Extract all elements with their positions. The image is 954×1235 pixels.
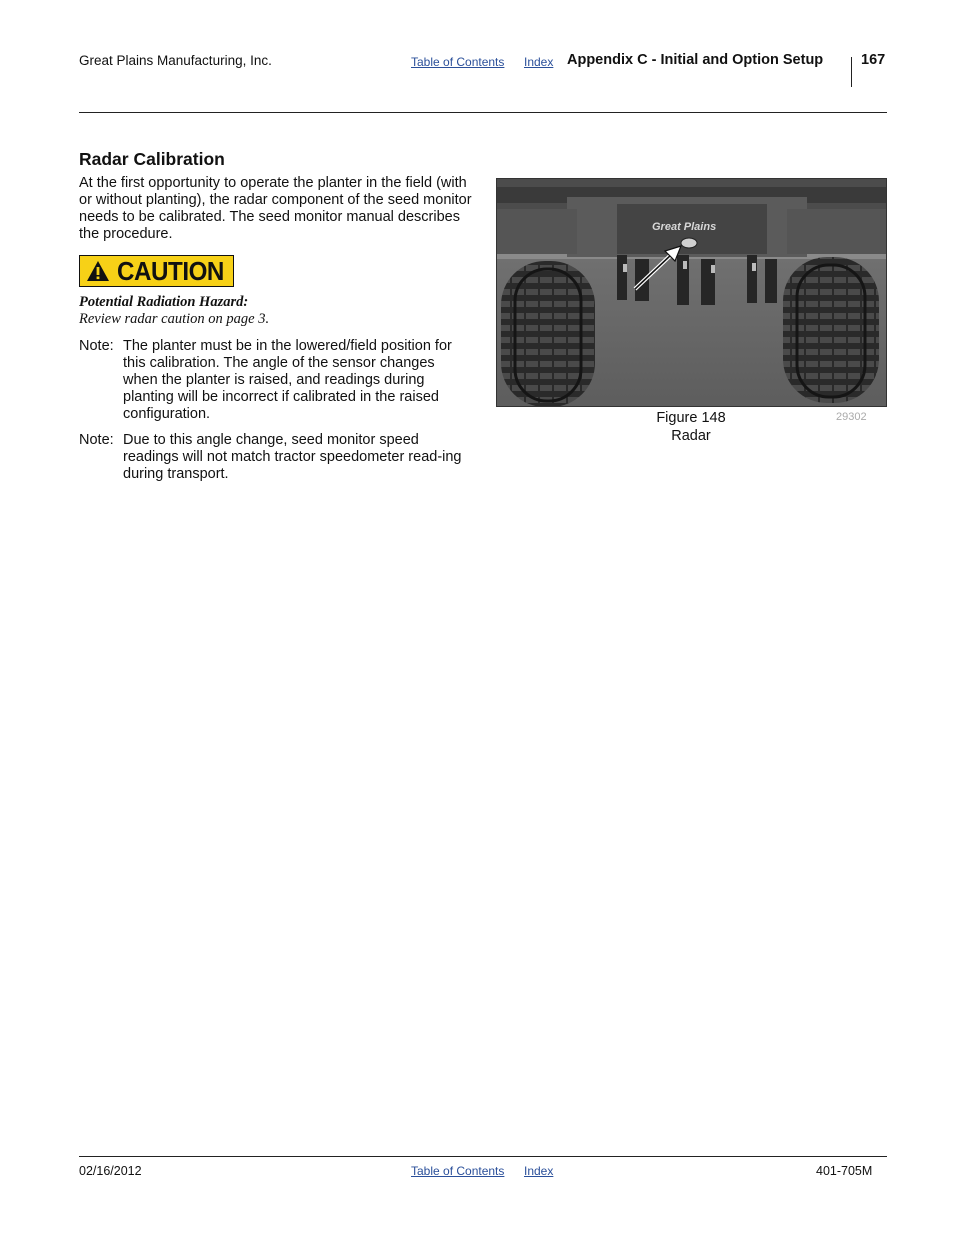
footer-rule xyxy=(79,1156,887,1157)
caution-word: CAUTION xyxy=(116,256,224,286)
footer-toc-link[interactable]: Table of Contents xyxy=(411,1164,505,1178)
radar-sensor-icon xyxy=(681,238,697,248)
intro-paragraph: At the first opportunity to operate the planter in the field (with or without planting), the radar component of the seed monitor needs to be calibrated. The seed monitor manual describes the procedure. xyxy=(79,175,472,242)
warning-triangle-icon xyxy=(86,260,110,282)
note-item xyxy=(79,432,469,483)
planter-illustration xyxy=(497,179,887,407)
note-item xyxy=(79,338,469,423)
figure-number: Figure 148 xyxy=(656,410,726,426)
hazard-text: Review radar caution on page 3. xyxy=(79,311,270,327)
figure-image-id: 29302 xyxy=(836,411,867,423)
figure-caption xyxy=(620,409,762,445)
caution-label-box xyxy=(79,255,234,287)
note-label: Note: xyxy=(79,338,114,354)
footer-doc-number: 401-705M xyxy=(816,1164,873,1178)
radar-photo xyxy=(496,178,887,407)
header-toc-link[interactable]: Table of Contents xyxy=(411,55,505,69)
header-divider xyxy=(851,57,852,87)
note-text: Due to this angle change, seed monitor speed readings will not match tractor speedometer read-ing during transport. xyxy=(123,432,462,482)
header-rule xyxy=(79,112,887,113)
hazard-title: Potential Radiation Hazard: xyxy=(79,294,249,310)
section-heading: Radar Calibration xyxy=(79,149,225,169)
header-company: Great Plains Manufacturing, Inc. xyxy=(79,53,272,68)
header-index-link[interactable]: Index xyxy=(524,55,554,69)
page-number: 167 xyxy=(861,52,886,68)
footer-date: 02/16/2012 xyxy=(79,1164,142,1178)
note-label: Note: xyxy=(79,432,114,448)
header-section-title: Appendix C - Initial and Option Setup xyxy=(567,52,824,68)
brand-text: Great Plains xyxy=(652,221,717,233)
note-text: The planter must be in the lowered/field position for this calibration. The angle of the sensor changes when the planter is raised, and readings during planting will be incorrect if calibrated in the raised configuration. xyxy=(123,338,452,422)
footer-index-link[interactable]: Index xyxy=(524,1164,554,1178)
figure-title: Radar xyxy=(671,428,711,444)
